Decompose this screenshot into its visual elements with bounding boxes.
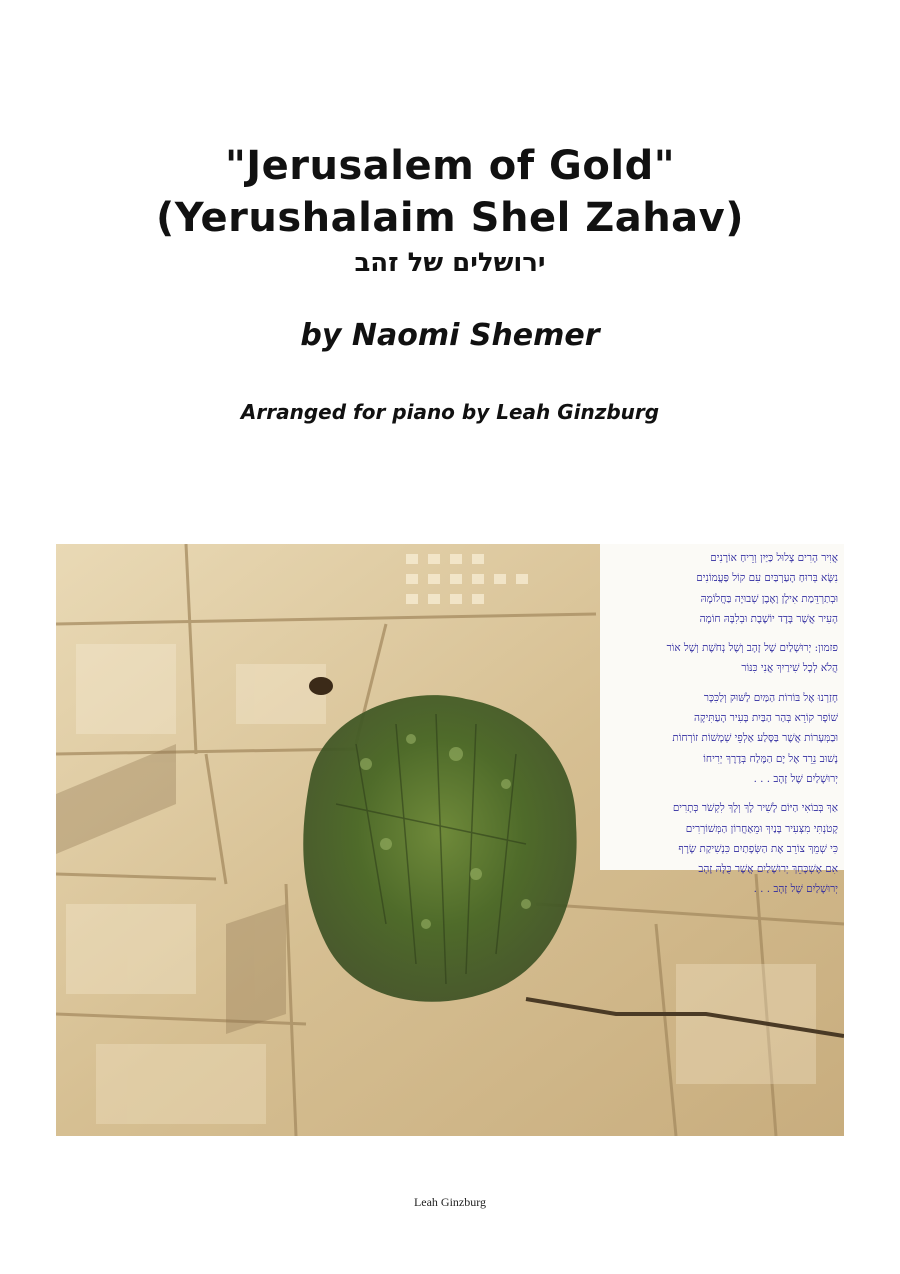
lyric-line: שׁוֹפָר קוֹרֵא בְּהַר הַבַּיִת בָּעִיר הָעַתִּיקָה: [694, 712, 838, 725]
lyric-line: אַךְ בְּבוֹאִי הַיּוֹם לָשִׁיר לָךְ וְלָךְ לִקְשֹׁר כְּתָרִים: [672, 802, 838, 815]
lyric-line: פזמון: יְרוּשָׁלַיִם שֶׁל זָהָב וְשֶׁל נְחֹשֶׁת וְשֶׁל אוֹר: [666, 642, 838, 655]
lyric-line: אֲוִיר הָרִים צָלוּל כַּיַּיִן וְרֵיחַ אוֹרָנִים: [710, 552, 838, 564]
hebrew-title: ירושלים של זהב: [354, 248, 546, 278]
lyric-line: אִם אֶשְׁכָּחֵךְ יְרוּשָׁלַיִם אֲשֶׁר כֻּלָּהּ זָהָב: [698, 863, 838, 876]
title-line-1: "Jerusalem of Gold": [224, 143, 676, 189]
lyric-line: יְרוּשָׁלַיִם שֶׁל זָהָב . . .: [753, 772, 838, 785]
lyric-line: יְרוּשָׁלַיִם שֶׁל זָהָב . . .: [753, 883, 838, 896]
composer: by Naomi Shemer: [300, 318, 600, 353]
lyrics-stanza-1: [604, 548, 838, 629]
lyric-line: הֲלֹא לְכָל שִׁירַיִךְ אֲנִי כִּנּוֹר: [741, 662, 838, 675]
footer-author: Leah Ginzburg: [413, 1195, 487, 1209]
lyric-line: נִשָּׂא בְּרוּחַ הָעַרְבַּיִם עִם קוֹל פַּעֲמוֹנִים: [696, 572, 838, 585]
title-block: [0, 140, 900, 280]
lyric-line: קָטֹנְתִּי מִצְּעִיר בָּנַיִךְ וּמֵאַחֲרוֹן הַמְּשׁוֹרְרִים: [685, 822, 838, 835]
lyrics-chorus: [604, 638, 838, 679]
cover-photo: [56, 544, 844, 1136]
lyric-line: הָעִיר אֲשֶׁר בָּדָד יוֹשֶׁבֶת וּבְלִבָּהּ חוֹמָה: [699, 612, 838, 625]
lyric-line: כִּי שְׁמֵךְ צוֹרֵב אֶת הַשְּׂפָתַיִם כִּנְשִׁיקַת שָׂרָף: [678, 842, 838, 855]
lyrics-stanza-3: [604, 798, 838, 899]
lyrics-panel: [600, 544, 844, 896]
lyric-line: נָשׁוּב נֵרֵד אֶל יָם הַמֶּלַח בְּדֶרֶךְ יְרִיחוֹ: [703, 752, 838, 765]
lyric-line: חָזַרְנוּ אֶל בּוֹרוֹת הַמַּיִם לַשּׁוּק וְלַכִּכָּר: [703, 691, 838, 704]
lyrics-stanza-2: [604, 688, 838, 789]
lyric-line: וּבְתַרְדֵּמַת אִילָן וָאֶבֶן שְׁבוּיָה בַּחֲלוֹמָהּ: [700, 592, 838, 605]
lyric-line: וּבַמְּעָרוֹת אֲשֶׁר בַּסֶּלַע אַלְפֵי שְׁמָשׁוֹת זוֹרְחוֹת: [672, 732, 838, 745]
arranger: Arranged for piano by Leah Ginzburg: [240, 400, 660, 424]
title-line-2: (Yerushalaim Shel Zahav): [155, 195, 745, 241]
